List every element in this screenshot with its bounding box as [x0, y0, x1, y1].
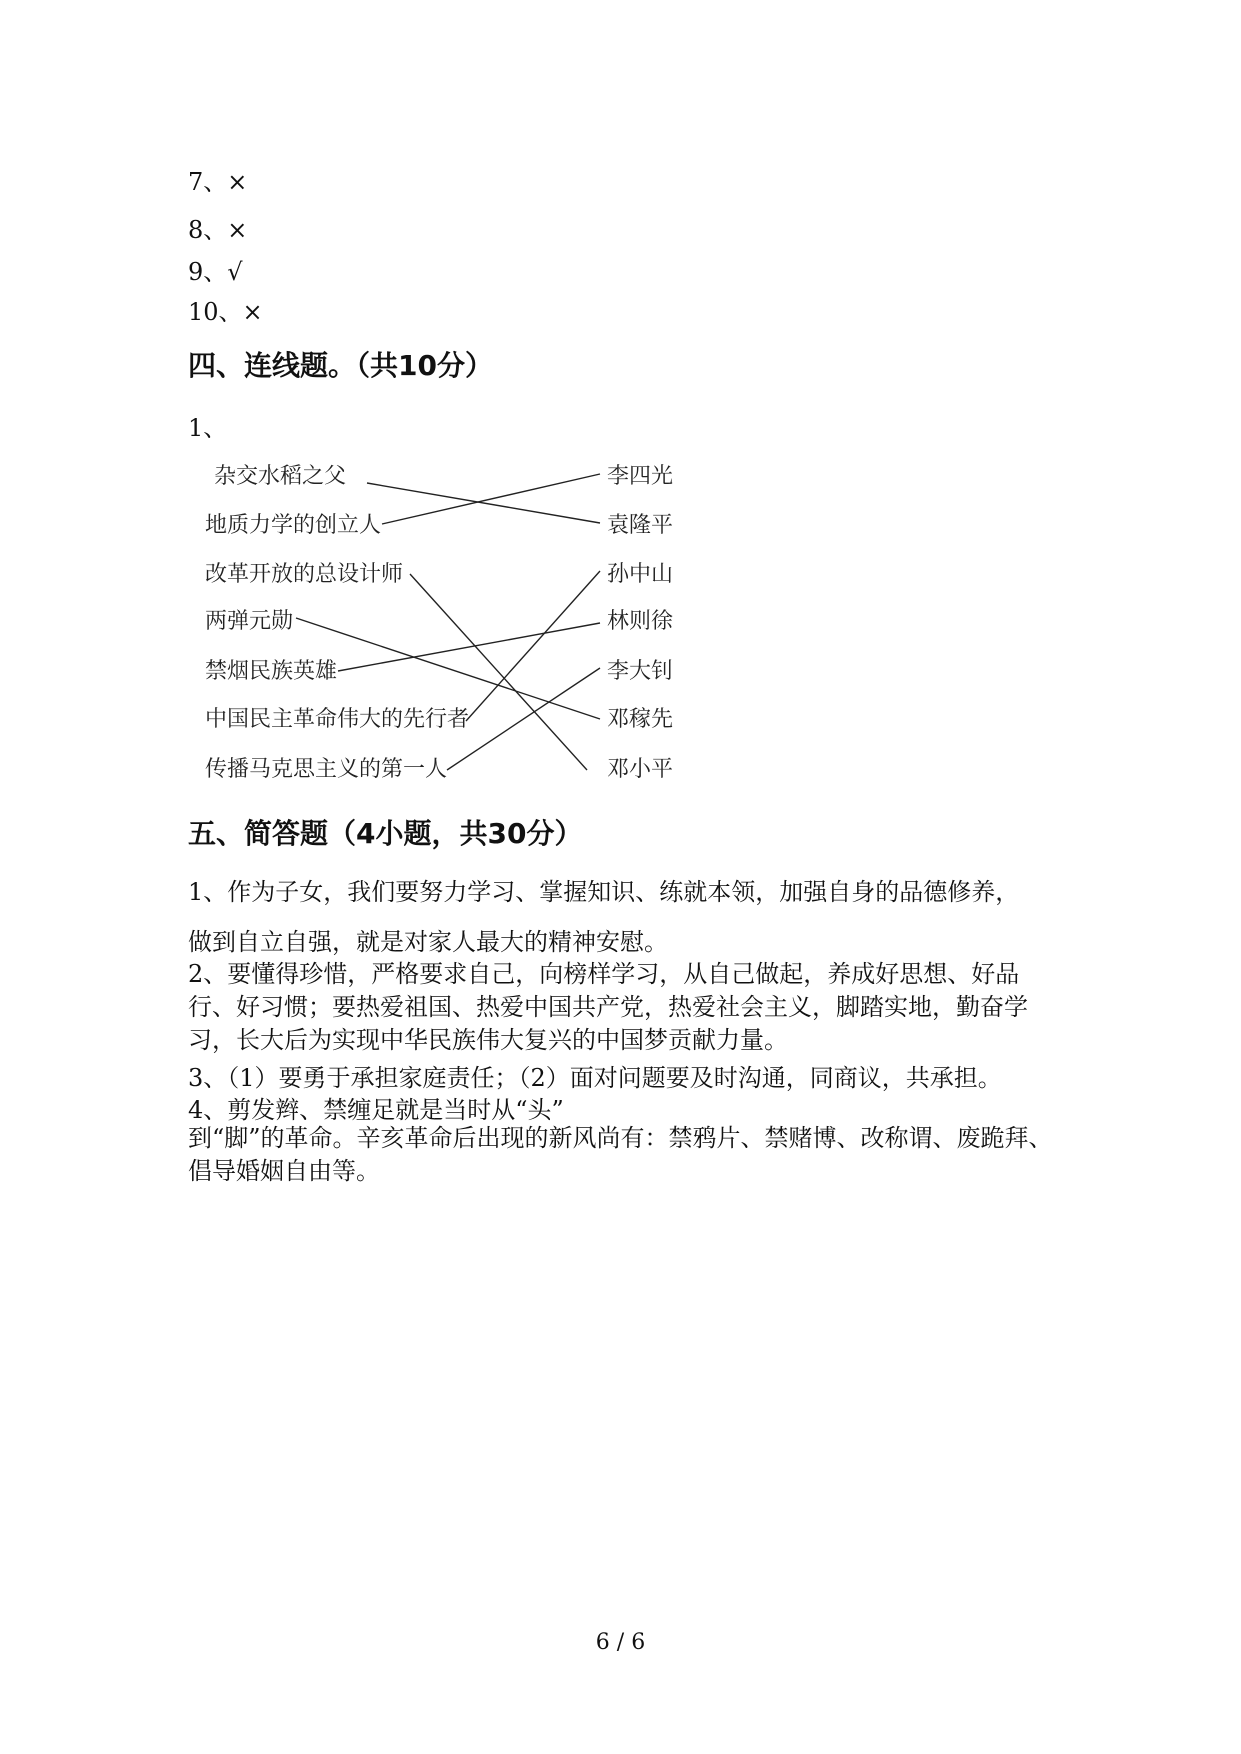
answer-number: 8、 — [188, 216, 228, 244]
check-mark: √ — [227, 258, 243, 286]
cross-mark: × — [227, 168, 248, 196]
left-item: 改革开放的总设计师 — [205, 562, 404, 587]
section5-title: 五、简答题（4小题，共30分） — [188, 817, 583, 850]
left-item: 两弹元勋 — [205, 609, 294, 634]
answer-number: 10、 — [188, 298, 243, 326]
right-item: 袁隆平 — [607, 513, 674, 538]
cross-mark: × — [242, 298, 263, 326]
answer-2: 2、要懂得珍惜，严格要求自己，向榜样学习，从自己做起，养成好思想、好品行、好习惯；要热爱祖国、热爱中国共产党，热爱社会主义，脚踏实地，勤奋学习，长大后为实现中华民族伟大复兴的中国梦贡献力量。 — [188, 960, 1028, 1054]
match-line — [447, 668, 600, 770]
left-item: 杂交水稻之父 — [214, 464, 347, 489]
answer-1-line-1: 1、作为子女，我们要努力学习、掌握知识、练就本领，加强自身的品德修养， — [188, 878, 1020, 906]
cross-mark: × — [227, 216, 248, 244]
right-item: 孙中山 — [607, 562, 674, 587]
answer-number: 9、 — [188, 258, 228, 286]
left-item: 传播马克思主义的第一人 — [205, 757, 448, 782]
left-item: 地质力学的创立人 — [205, 513, 382, 538]
match-line — [367, 483, 600, 523]
right-item: 邓小平 — [607, 757, 674, 782]
match-line — [410, 574, 587, 770]
right-item: 李四光 — [607, 464, 674, 489]
right-item: 林则徐 — [607, 609, 674, 634]
section4-item-number: 1、 — [188, 414, 228, 442]
left-item: 中国民主革命伟大的先行者 — [205, 707, 470, 732]
match-line — [466, 571, 600, 721]
left-item: 禁烟民族英雄 — [205, 659, 338, 684]
answer-4-line-2: 到“脚”的革命。辛亥革命后出现的新风尚有：禁鸦片、禁赌博、改称谓、废跪拜、倡导婚姻自由等。 — [188, 1124, 1053, 1185]
section4-title: 四、连线题。（共10分） — [188, 349, 493, 382]
answer-number: 7、 — [188, 168, 228, 196]
right-item: 邓稼先 — [607, 707, 674, 732]
page-number: 6 / 6 — [595, 1630, 646, 1655]
answer-4-line-1: 4、剪发辫、禁缠足就是当时从“头” — [188, 1096, 564, 1124]
answer-1-line-2: 做到自立自强，就是对家人最大的精神安慰。 — [188, 928, 668, 956]
match-line — [338, 623, 600, 671]
right-item: 李大钊 — [607, 659, 674, 684]
answer-3: 3、（1）要勇于承担家庭责任；（2）面对问题要及时沟通，同商议，共承担。 — [188, 1064, 1002, 1092]
match-line — [382, 474, 600, 524]
